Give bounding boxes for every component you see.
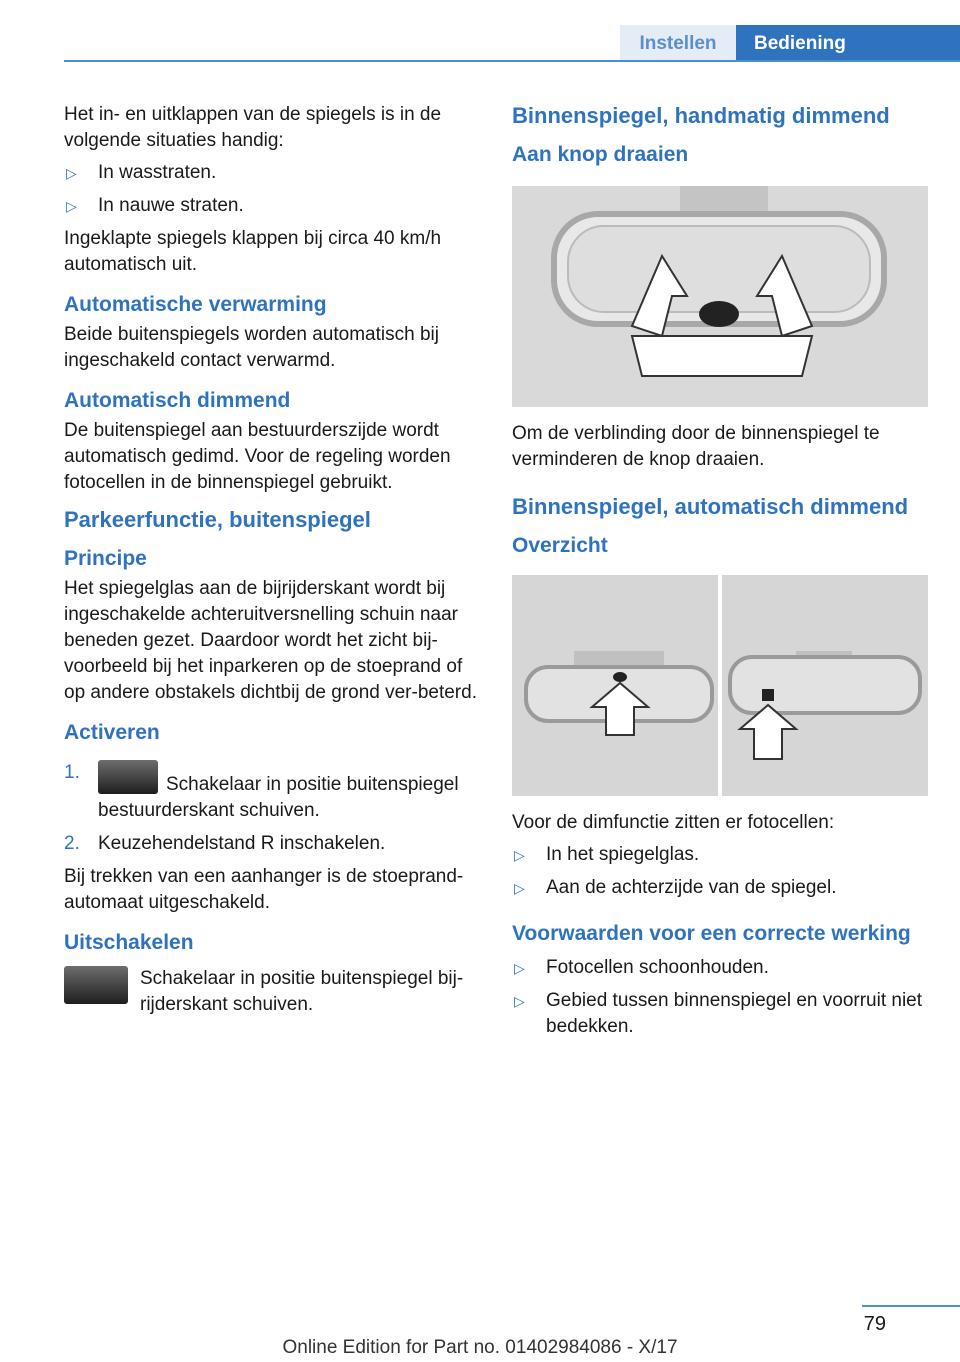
situations-list xyxy=(64,160,480,219)
list-item: ▷ In wasstraten. xyxy=(64,160,480,186)
activate-steps xyxy=(64,760,480,857)
principle-heading: Principe xyxy=(64,547,147,570)
right-column xyxy=(512,102,928,1047)
triangle-bullet-icon: ▷ xyxy=(66,165,77,181)
trailer-note: Bij trekken van een aanhanger is de stoeprand-automaat uitgeschakeld. xyxy=(64,866,464,913)
conditions-heading: Voorwaarden voor een correcte werking xyxy=(512,922,911,945)
list-item: ▷ In nauwe straten. xyxy=(64,193,480,219)
overview-heading: Overzicht xyxy=(512,534,608,557)
intro-text: Het in- en uitklappen van de spiegels is in de volgende situaties handig: xyxy=(64,104,442,151)
left-column xyxy=(64,102,480,1018)
heating-text: Beide buitenspiegels worden automatisch bij ingeschakeld contact verwarmd. xyxy=(64,324,439,371)
mirror-knob-illustration xyxy=(512,186,928,407)
triangle-bullet-icon: ▷ xyxy=(514,880,525,896)
tab-instellen[interactable]: Instellen xyxy=(620,25,736,62)
deactivate-block xyxy=(64,966,480,1018)
list-item: 1. Schakelaar in positie buitenspiegel bestuurderskant schuiven. xyxy=(64,762,459,821)
sensor-text: Voor de dimfunctie zitten er fotocellen: xyxy=(512,812,835,833)
principle-text: Het spiegelglas aan de bijrijderskant wordt bij ingeschakelde achteruitversnelling schuin naar beneden gezet. Daardoor wordt het zicht bij-voorbeeld bij het inparkeren op de stoeprand of op andere obstakels dichtbij de grond ver-beterd. xyxy=(64,578,477,703)
header-rule xyxy=(64,60,960,62)
knob-heading: Aan knop draaien xyxy=(512,143,689,166)
dimming-heading: Automatisch dimmend xyxy=(64,389,291,412)
fold-note: Ingeklapte spiegels klappen bij circa 40 km/h automatisch uit. xyxy=(64,228,442,275)
edition-footer: Online Edition for Part no. 01402984086 - X/17 xyxy=(282,1337,678,1358)
tab-bediening[interactable]: Bediening xyxy=(736,25,960,62)
triangle-bullet-icon: ▷ xyxy=(514,847,525,863)
sensor-list xyxy=(512,842,928,901)
deactivate-heading: Uitschakelen xyxy=(64,931,194,954)
manual-dimming-heading: Binnenspiegel, handmatig dimmend xyxy=(512,103,890,128)
list-item: ▷ Fotocellen schoonhouden. xyxy=(512,955,928,981)
mirror-switch-icon xyxy=(98,760,158,794)
triangle-bullet-icon: ▷ xyxy=(514,993,525,1009)
knob-text: Om de verblinding door de binnenspiegel te verminderen de knop draaien. xyxy=(512,423,880,470)
list-item: ▷ In het spiegelglas. xyxy=(512,842,928,868)
triangle-bullet-icon: ▷ xyxy=(514,960,525,976)
activate-heading: Activeren xyxy=(64,721,160,744)
mirror-sensor-illustration xyxy=(512,575,928,796)
list-item: 2. Keuzehendelstand R inschakelen. xyxy=(64,833,386,854)
heating-heading: Automatische verwarming xyxy=(64,293,327,316)
list-item: ▷ Aan de achterzijde van de spiegel. xyxy=(512,875,928,901)
footer-rule xyxy=(862,1305,960,1307)
list-item: ▷ Gebied tussen binnenspiegel en voorruit niet bedekken. xyxy=(514,990,923,1037)
deactivate-text: Schakelaar in positie buitenspiegel bij-rijderskant schuiven. xyxy=(140,968,464,1015)
conditions-list xyxy=(512,955,928,1040)
mirror-switch-icon xyxy=(64,966,128,1004)
auto-dimming-heading: Binnenspiegel, automatisch dimmend xyxy=(512,494,909,519)
triangle-bullet-icon: ▷ xyxy=(66,198,77,214)
dimming-text: De buitenspiegel aan bestuurderszijde wordt automatisch gedimd. Voor de regeling worden fotocellen in de binnenspiegel gebruikt. xyxy=(64,420,451,493)
parking-heading: Parkeerfunctie, buitenspiegel xyxy=(64,507,371,532)
mirror-knob-image xyxy=(512,186,928,407)
mirror-sensor-image xyxy=(512,575,928,796)
page-number: 79 xyxy=(863,1313,886,1335)
